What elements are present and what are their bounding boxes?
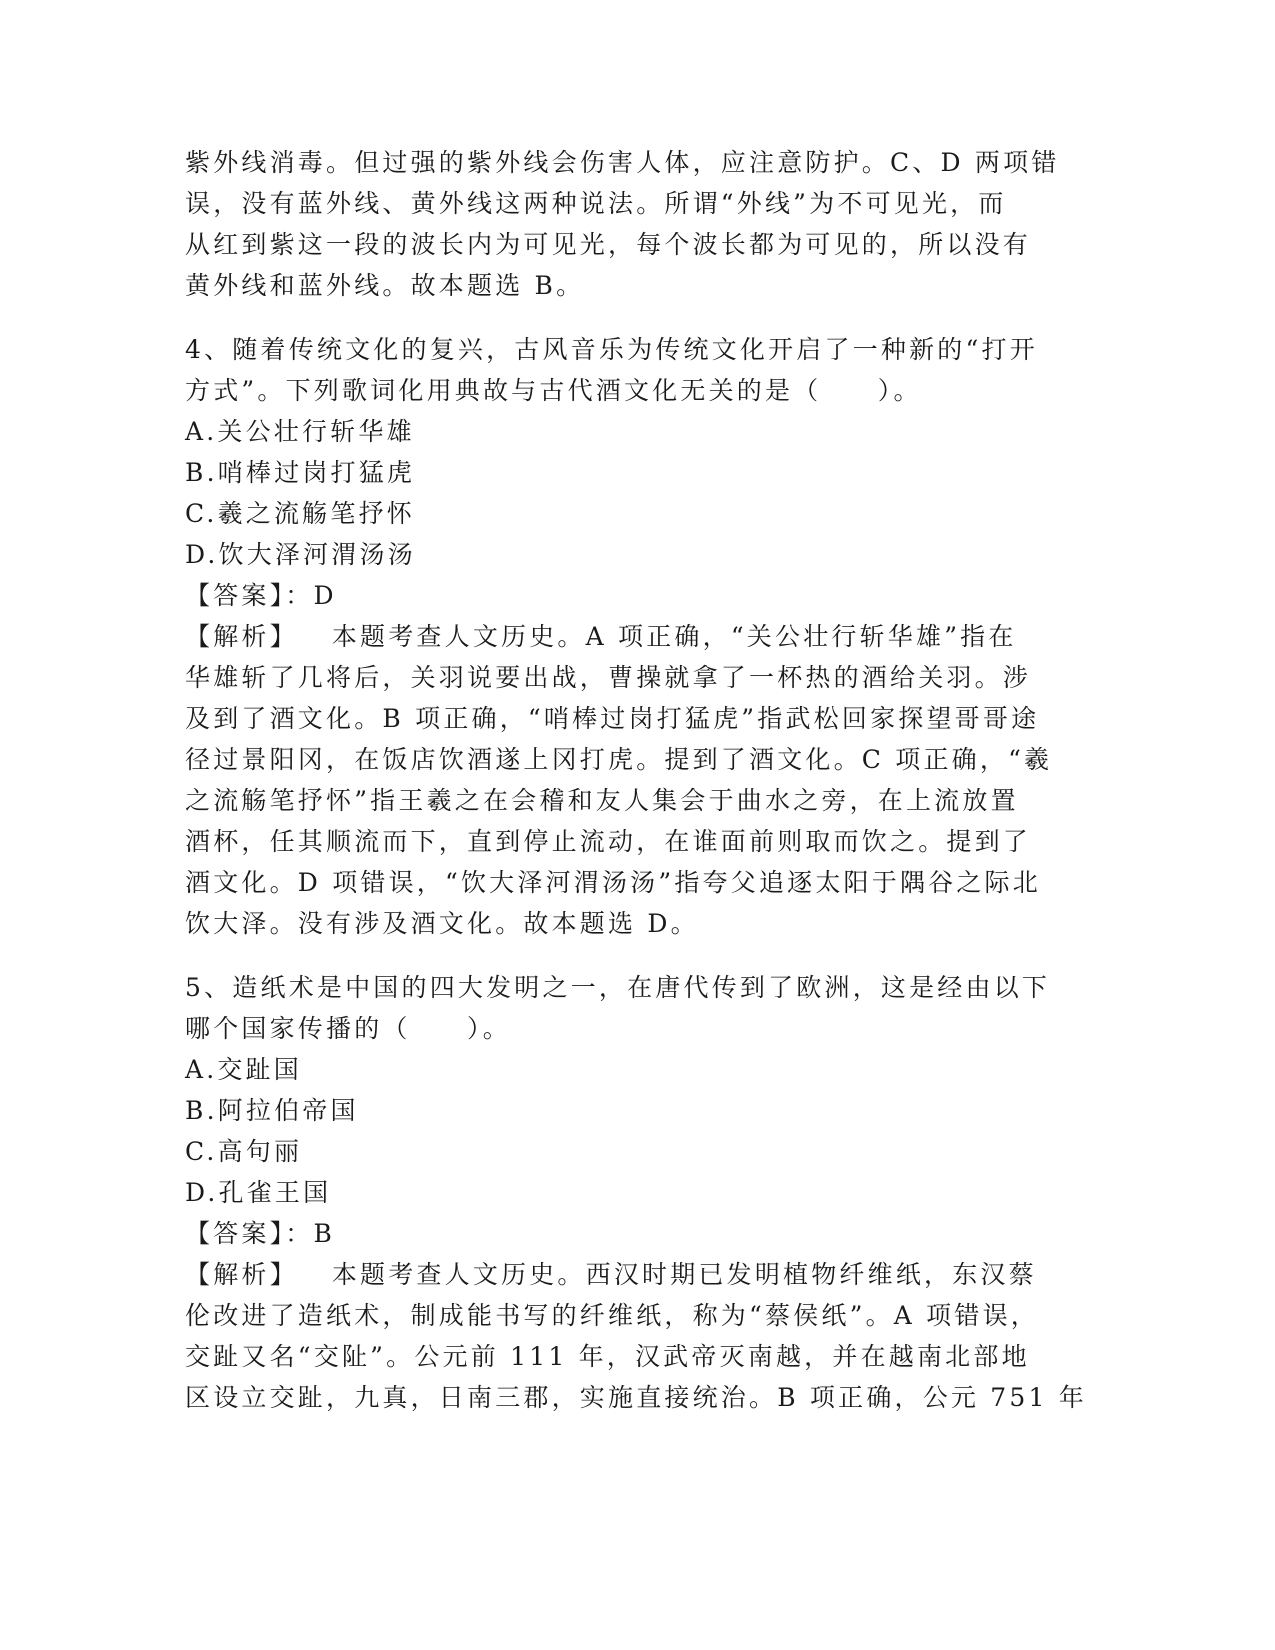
analysis-line: 酒杯，任其顺流而下，直到停止流动，在谁面前则取而饮之。提到了	[185, 827, 1032, 856]
text-line: 误，没有蓝外线、黄外线这两种说法。所谓“外线”为不可见光，而	[185, 189, 1007, 218]
analysis-text: 本题考查人文历史。A 项正确，“关公壮行斩华雄”指在	[331, 622, 1017, 651]
analysis-label: 【解析】	[185, 622, 298, 651]
analysis-line: 径过景阳冈，在饭店饮酒遂上冈打虎。提到了酒文化。C 项正确，“羲	[185, 745, 1053, 774]
question-stem-line: 方式”。下列歌词化用典故与古代酒文化无关的是（ ）。	[185, 376, 922, 405]
analysis-line: 酒文化。D 项错误，“饮大泽河渭汤汤”指夸父追逐太阳于隅谷之际北	[185, 868, 1041, 897]
analysis-line	[185, 1254, 1065, 1295]
answer-line	[185, 1213, 1065, 1254]
paragraph-gap	[185, 944, 1065, 967]
option-d: D.孔雀王国	[185, 1178, 332, 1207]
option-d: D.饮大泽河渭汤汤	[185, 540, 416, 569]
option-b: B.阿拉伯帝国	[185, 1096, 359, 1125]
analysis-line: 及到了酒文化。B 项正确，“哨棒过岗打猛虎”指武松回家探望哥哥途	[185, 704, 1040, 733]
analysis-line: 伦改进了造纸术，制成能书写的纤维纸，称为“蔡侯纸”。A 项错误，	[185, 1301, 1039, 1330]
document-page	[185, 142, 1087, 1418]
option-c: C.高句丽	[185, 1137, 303, 1166]
answer-value: D	[313, 581, 337, 610]
text-line: 从红到紫这一段的波长内为可见光，每个波长都为可见的，所以没有	[185, 230, 1032, 259]
question-4	[185, 329, 1065, 944]
option-c: C.羲之流觞笔抒怀	[185, 499, 415, 528]
option-a: A.关公壮行斩华雄	[185, 417, 415, 446]
option-a: A.交趾国	[185, 1055, 303, 1084]
analysis-line: 交趾又名“交阯”。公元前 111 年，汉武帝灭南越，并在越南北部地	[185, 1342, 1030, 1371]
text-line: 黄外线和蓝外线。故本题选 B。	[185, 271, 585, 300]
analysis-line: 华雄斩了几将后，关羽说要出战，曹操就拿了一杯热的酒给关羽。涉	[185, 663, 1032, 692]
analysis-line: 饮大泽。没有涉及酒文化。故本题选 D。	[185, 909, 699, 938]
intro-paragraph	[185, 142, 1065, 306]
analysis-label: 【解析】	[185, 1260, 298, 1289]
analysis-line	[185, 616, 1065, 657]
question-stem-line: 5、造纸术是中国的四大发明之一，在唐代传到了欧洲，这是经由以下	[185, 973, 1051, 1002]
question-5	[185, 967, 1087, 1418]
answer-line	[185, 575, 1065, 616]
question-stem-line: 4、随着传统文化的复兴，古风音乐为传统文化开启了一种新的“打开	[185, 335, 1038, 364]
answer-label: 【答案】：	[185, 1219, 314, 1248]
question-stem-line: 哪个国家传播的（ ）。	[185, 1014, 511, 1043]
paragraph-gap	[185, 306, 1065, 329]
answer-label: 【答案】：	[185, 581, 314, 610]
analysis-line: 区设立交趾，九真，日南三郡，实施直接统治。B 项正确，公元 751 年	[185, 1383, 1087, 1412]
analysis-text: 本题考查人文历史。西汉时期已发明植物纤维纸，东汉蔡	[331, 1260, 1037, 1289]
answer-value: B	[313, 1219, 336, 1248]
text-line: 紫外线消毒。但过强的紫外线会伤害人体，应注意防护。C、D 两项错	[185, 148, 1060, 177]
analysis-line: 之流觞笔抒怀”指王羲之在会稽和友人集会于曲水之旁，在上流放置	[185, 786, 1019, 815]
option-b: B.哨棒过岗打猛虎	[185, 458, 416, 487]
